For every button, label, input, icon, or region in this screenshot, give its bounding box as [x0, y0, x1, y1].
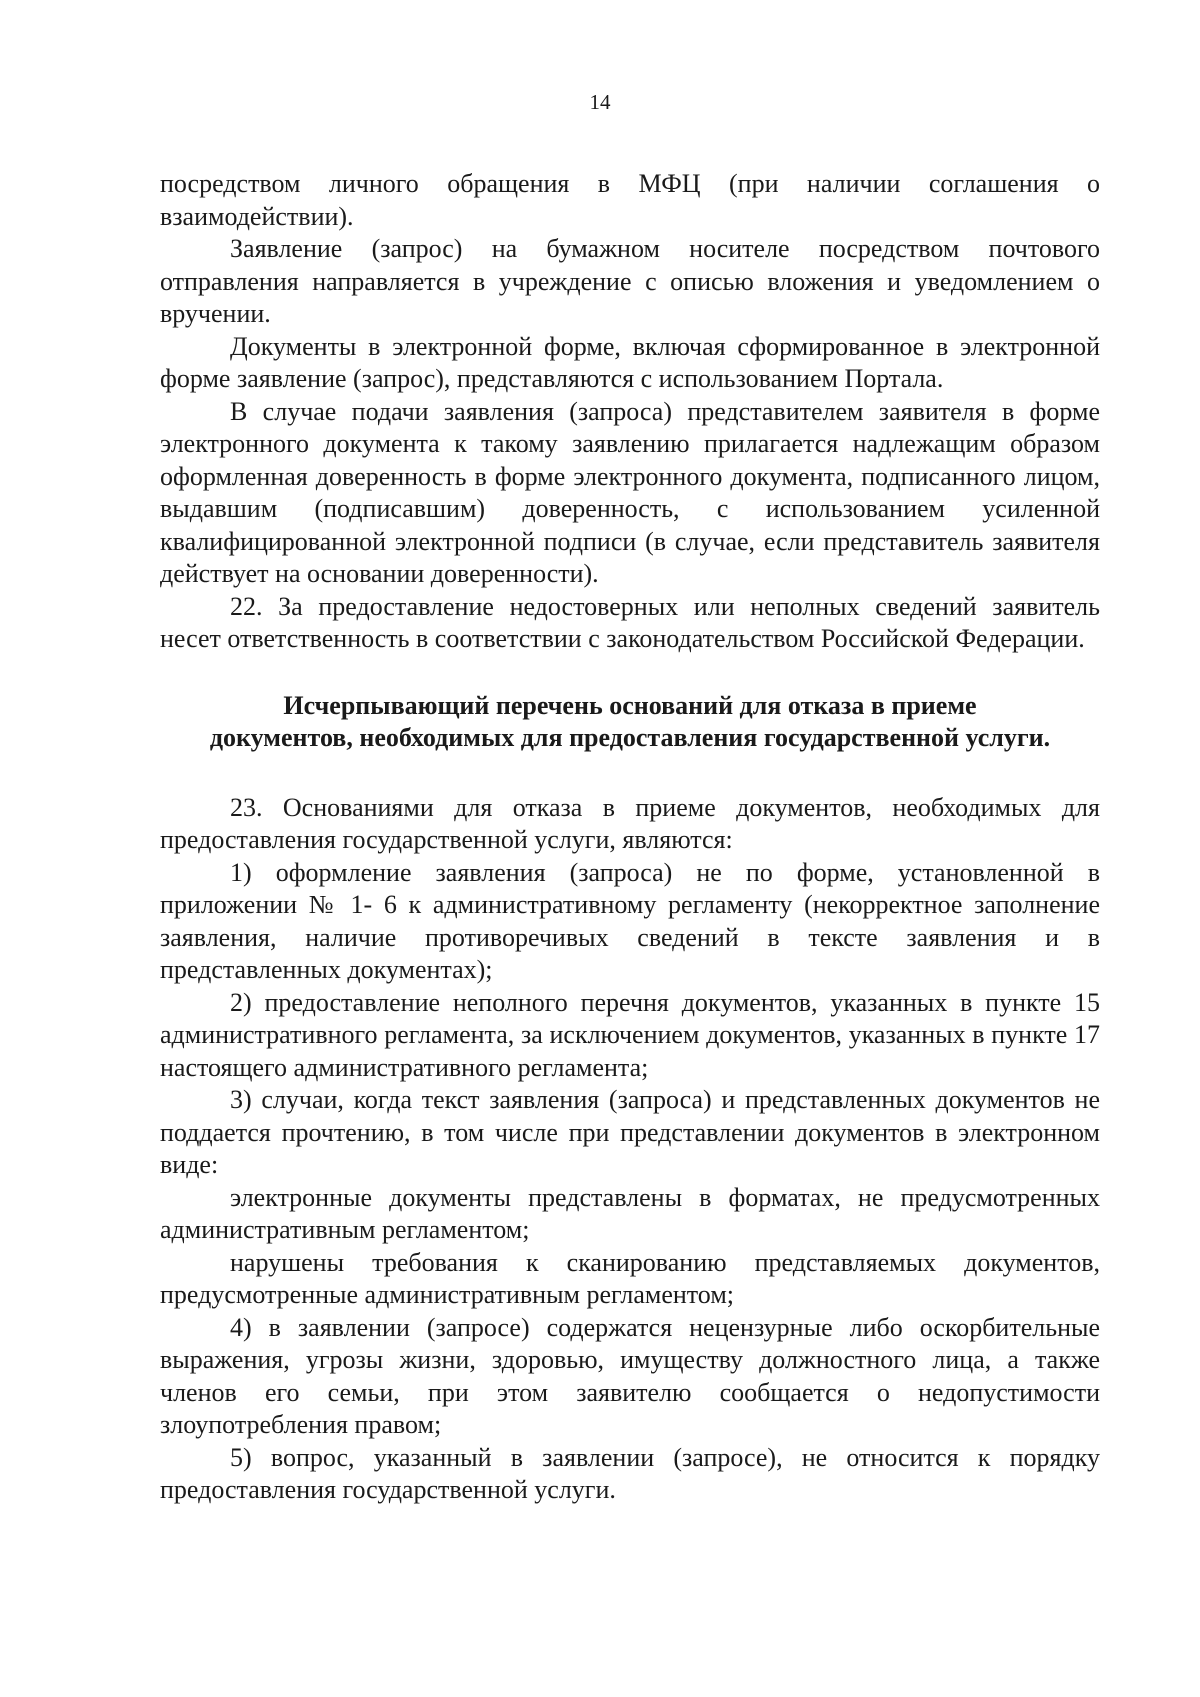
list-item-4: 4) в заявлении (запросе) содержатся нецензурные либо оскорбительные выражения, угрозы жизни, здоровью, имуществу должностного лица, а также членов его семьи, при этом заявителю сообщается о недопустимости злоупотребления правом;: [160, 1312, 1100, 1439]
list-item-2: 2) предоставление неполного перечня документов, указанных в пункте 15 административного регламента, за исключением документов, указанных в пункте 17 настоящего административного регламента;: [160, 987, 1100, 1082]
paragraph-electronic-documents: Документы в электронной форме, включая сформированное в электронной форме заявление (запрос), представляются с использованием Портала.: [160, 331, 1100, 393]
page-number: 14: [589, 90, 611, 114]
section-heading-line-1: Исчерпывающий перечень оснований для отказа в приеме: [283, 690, 977, 720]
paragraph-representative-power-of-attorney: В случае подачи заявления (запроса) представителем заявителя в форме электронного документа к такому заявлению прилагается надлежащим образом оформленная доверенность в форме электронного документа, подписанного лицом, выдавшим (подписавшим) доверенность, с использованием усиленной квалифицированной электронной подписи (в случае, если представитель заявителя действует на основании доверенности).: [160, 396, 1100, 588]
paragraph-delivery-methods: посредством личного обращения в МФЦ (при наличии соглашения о взаимодействии).: [160, 169, 1100, 231]
list-item-5: 5) вопрос, указанный в заявлении (запросе), не относится к порядку предоставления государственной услуги.: [160, 1442, 1100, 1504]
document-body: [160, 168, 1100, 1507]
section-heading: [160, 690, 1100, 754]
list-item-3: 3) случаи, когда текст заявления (запроса) и представленных документов не поддается прочтению, в том числе при представлении документов в электронном виде:: [160, 1085, 1100, 1179]
section-heading-line-2: документов, необходимых для предоставления государственной услуги.: [209, 722, 1051, 752]
paragraph-postal-submission: Заявление (запрос) на бумажном носителе посредством почтового отправления направляется в учреждение с описью вложения и уведомлением о вручении.: [160, 234, 1100, 328]
paragraph-clause-23: 23. Основаниями для отказа в приеме документов, необходимых для предоставления государственной услуги, являются:: [160, 792, 1100, 854]
list-item-3-subitem-formats: электронные документы представлены в форматах, не предусмотренных административным регламентом;: [160, 1182, 1100, 1244]
list-item-3-subitem-scanning: нарушены требования к сканированию представляемых документов, предусмотренные административным регламентом;: [160, 1247, 1100, 1309]
paragraph-clause-22: 22. За предоставление недостоверных или неполных сведений заявитель несет ответственность в соответствии с законодательством Российской Федерации.: [160, 591, 1100, 653]
list-item-1: 1) оформление заявления (запроса) не по форме, установленной в приложении № 1- 6 к административному регламенту (некорректное заполнение заявления, наличие противоречивых сведений в тексте заявления и в представленных документах);: [160, 857, 1100, 984]
